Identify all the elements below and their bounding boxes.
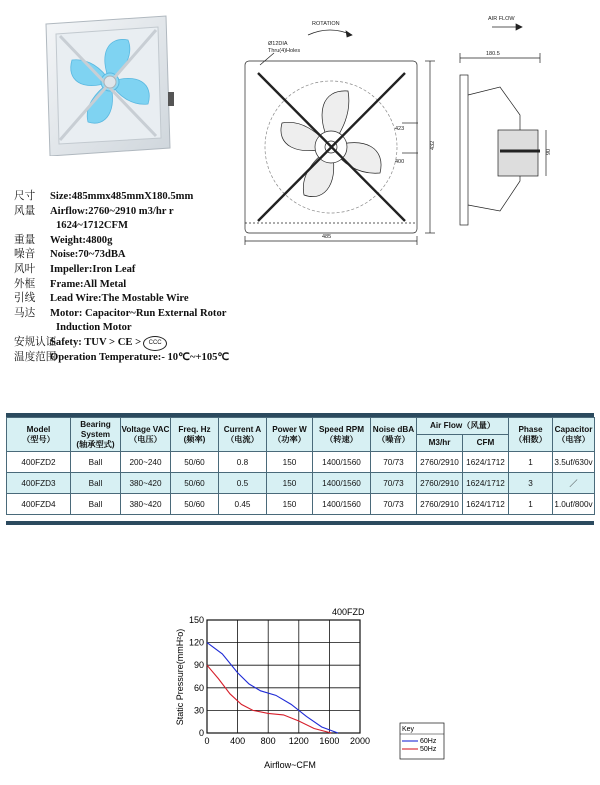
table-row xyxy=(7,473,595,494)
cell-noise: 70/73 xyxy=(371,494,417,515)
cell-current: 0.8 xyxy=(219,452,267,473)
cell-speed: 1400/1560 xyxy=(313,494,371,515)
spec-value: Impeller:Iron Leaf xyxy=(50,263,136,275)
legend-title: Key xyxy=(402,726,415,733)
spec-label-cn: 马达 xyxy=(14,307,36,319)
x-tick-label: 400 xyxy=(230,736,246,746)
cell-phase: 3 xyxy=(509,473,553,494)
cell-phase: 1 xyxy=(509,494,553,515)
header-phase: Phase （相数） xyxy=(509,418,553,452)
spec-value: Airflow:2760~2910 m3/hr r xyxy=(50,205,174,217)
y-tick-label: 0 xyxy=(198,728,204,738)
x-tick-label: 1200 xyxy=(288,736,309,746)
spec-value: Frame:All Metal xyxy=(50,278,127,290)
cell-freq: 50/60 xyxy=(171,452,219,473)
spec-label-cn: 风量 xyxy=(14,205,36,217)
y-axis-label: Static Pressure(mmH²o) xyxy=(175,628,185,726)
header-airflow: Air Flow（风量） xyxy=(417,418,509,435)
cell-power: 150 xyxy=(267,473,313,494)
spec-value: Safety: TUV > CE > xyxy=(50,336,142,348)
cell-noise: 70/73 xyxy=(371,452,417,473)
header-current: Current A （电流） xyxy=(219,418,267,452)
header-bearing: Bearing System (轴承型式) xyxy=(71,418,121,452)
spec-label-cn: 噪音 xyxy=(14,249,36,261)
spec-label-cn: 风叶 xyxy=(14,263,36,275)
legend-label: 50Hz xyxy=(420,746,437,753)
spec-value: Motor: Capacitor~Run External Rotor xyxy=(50,307,227,319)
spec-value: Lead Wire:The Mostable Wire xyxy=(50,293,189,305)
cell-power: 150 xyxy=(267,494,313,515)
ccc-cert-mark: CCC xyxy=(143,336,167,351)
fan-product-photo xyxy=(38,14,178,156)
x-tick-label: 2000 xyxy=(349,736,371,746)
header-cfm: CFM xyxy=(463,435,509,452)
cell-voltage: 200~240 xyxy=(121,452,171,473)
hole-label-2: Thru(4)Holes xyxy=(268,48,301,54)
cell-current: 0.45 xyxy=(219,494,267,515)
spec-row xyxy=(14,263,314,278)
cell-bearing: Ball xyxy=(71,494,121,515)
spec-value-continued: 1624~1712CFM xyxy=(56,220,129,232)
legend-label: 60Hz xyxy=(420,738,437,745)
dim-485: 485 xyxy=(322,234,332,240)
spec-row xyxy=(14,307,314,322)
cell-freq: 50/60 xyxy=(171,473,219,494)
cell-speed: 1400/1560 xyxy=(313,452,371,473)
spec-table xyxy=(6,417,595,515)
table-row xyxy=(7,452,595,473)
cell-speed: 1400/1560 xyxy=(313,473,371,494)
cell-cfm: 1624/1712 xyxy=(463,452,509,473)
spec-label-cn: 安规认证 xyxy=(14,336,57,348)
cell-bearing: Ball xyxy=(71,452,121,473)
cell-current: 0.5 xyxy=(219,473,267,494)
header-voltage: Voltage VAC （电压） xyxy=(121,418,171,452)
spec-row xyxy=(14,336,314,351)
header-freq: Freq. Hz (频率) xyxy=(171,418,219,452)
y-tick-label: 90 xyxy=(193,660,204,671)
spec-value: Size:485mmx485mmX180.5mm xyxy=(50,191,194,202)
dim-90: 90 xyxy=(546,148,552,155)
spec-value-continued: Induction Motor xyxy=(56,322,132,334)
cell-voltage: 380~420 xyxy=(121,494,171,515)
y-tick-label: 120 xyxy=(188,637,204,648)
header-m3hr: M3/hr xyxy=(417,435,463,452)
dim-400: 400 xyxy=(395,159,405,165)
spec-row xyxy=(14,278,314,293)
cell-cfm: 1624/1712 xyxy=(463,494,509,515)
x-tick-label: 1600 xyxy=(319,736,340,746)
cell-noise: 70/73 xyxy=(371,473,417,494)
dim-432: 432 xyxy=(430,140,436,150)
x-tick-label: 800 xyxy=(260,736,276,746)
spec-row xyxy=(14,292,314,307)
cell-model: 400FZD3 xyxy=(7,473,71,494)
table-row xyxy=(7,494,595,515)
header-model: Model （型号） xyxy=(7,418,71,452)
cell-cfm: 1624/1712 xyxy=(463,473,509,494)
header-capacitor: Capacitor （电容） xyxy=(553,418,595,452)
spec-value: Weight:4800g xyxy=(50,234,113,246)
y-tick-label: 150 xyxy=(188,615,204,625)
cell-capacitor: 3.5uf/630v xyxy=(553,452,595,473)
dim-423: 423 xyxy=(395,126,405,132)
cell-m3hr: 2760/2910 xyxy=(417,494,463,515)
cell-m3hr: 2760/2910 xyxy=(417,452,463,473)
spec-label-cn: 引线 xyxy=(14,293,36,305)
airflow-label: AIR FLOW xyxy=(488,16,515,22)
cell-model: 400FZD2 xyxy=(7,452,71,473)
spec-label-cn: 重量 xyxy=(14,234,36,246)
spec-label-cn: 尺寸 xyxy=(14,191,36,202)
spec-label-cn: 温度范围 xyxy=(14,351,57,363)
cell-freq: 50/60 xyxy=(171,494,219,515)
cell-bearing: Ball xyxy=(71,473,121,494)
rotation-label: ROTATION xyxy=(312,21,340,27)
technical-drawing xyxy=(230,5,600,245)
cell-power: 150 xyxy=(267,452,313,473)
cell-m3hr: 2760/2910 xyxy=(417,473,463,494)
header-speed: Speed RPM （转速） xyxy=(313,418,371,452)
cell-phase: 1 xyxy=(509,452,553,473)
spec-row xyxy=(14,248,314,263)
chart-title: 400FZD xyxy=(332,607,365,617)
header-noise: Noise dBA （噪音） xyxy=(371,418,417,452)
cell-capacitor: ／ xyxy=(553,473,595,494)
spec-label-cn: 外框 xyxy=(14,278,36,290)
cell-voltage: 380~420 xyxy=(121,473,171,494)
dim-180-5: 180.5 xyxy=(486,51,500,57)
x-tick-label: 0 xyxy=(204,736,210,746)
y-tick-label: 30 xyxy=(193,705,204,716)
hole-label: Ø12DIA xyxy=(268,41,288,47)
spec-value: Noise:70~73dBA xyxy=(50,249,126,261)
header-power: Power W （功率） xyxy=(267,418,313,452)
performance-chart xyxy=(150,605,450,785)
x-axis-label: Airflow~CFM xyxy=(264,760,316,770)
spec-value: Operation Temperature:- 10℃~+105℃ xyxy=(50,351,230,363)
plot-frame xyxy=(207,620,360,733)
cell-capacitor: 1.0uf/800v xyxy=(553,494,595,515)
y-tick-label: 60 xyxy=(193,682,204,693)
spec-row xyxy=(14,351,314,366)
table-bottom-border xyxy=(6,521,594,525)
cell-model: 400FZD4 xyxy=(7,494,71,515)
